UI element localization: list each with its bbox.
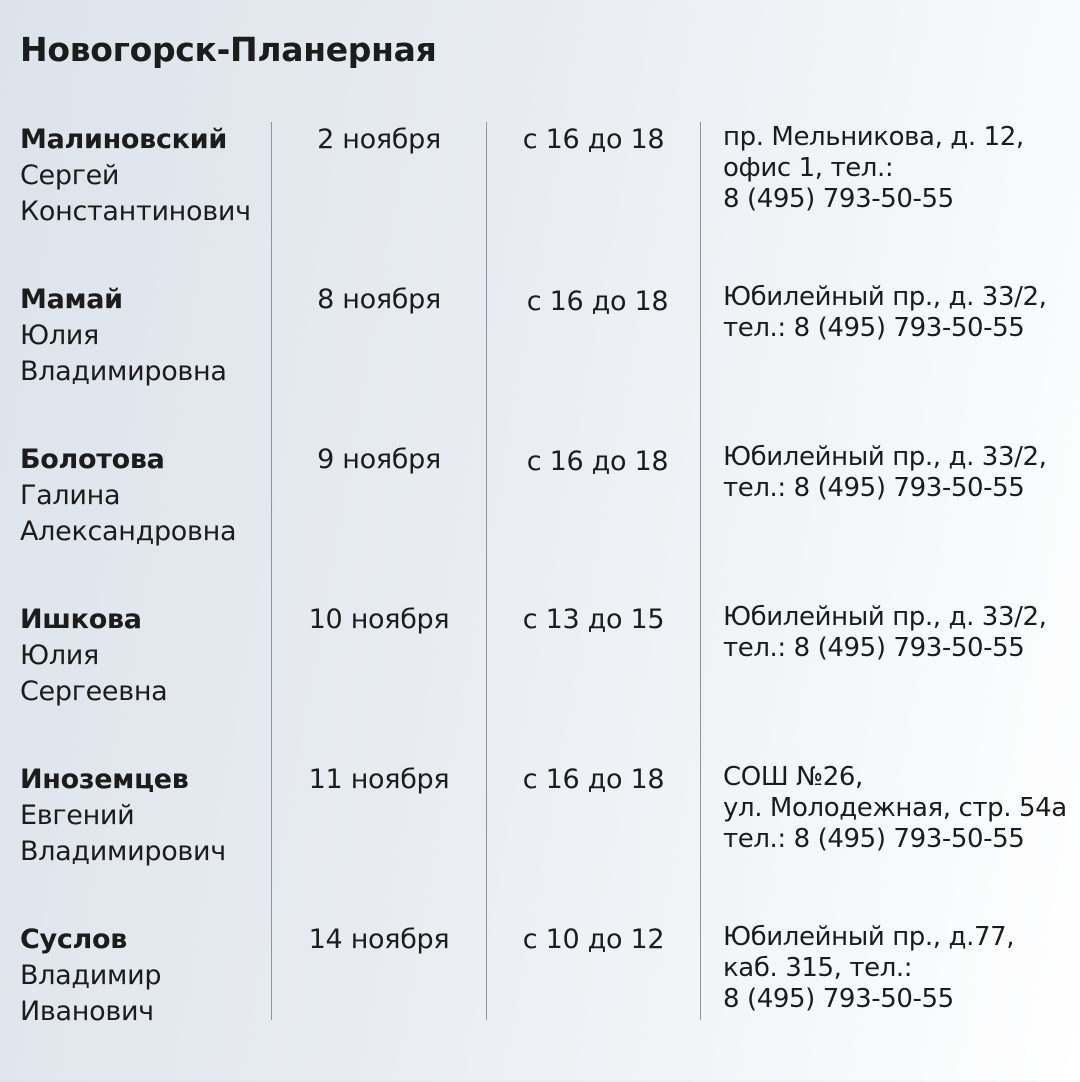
address-line: пр. Мельникова, д. 12, — [723, 122, 1024, 152]
table-row — [0, 122, 1080, 282]
address-line: СОШ №26, — [723, 762, 863, 792]
reception-date: 14 ноября — [308, 924, 450, 955]
patronymic: Иванович — [20, 996, 154, 1027]
address-line: тел.: 8 (495) 793-50-55 — [723, 313, 1025, 343]
surname: Мамай — [20, 284, 123, 315]
reception-time: с 13 до 15 — [522, 604, 665, 635]
reception-address — [723, 282, 1046, 344]
reception-time: с 16 до 18 — [522, 764, 665, 795]
reception-date: 11 ноября — [308, 764, 450, 795]
reception-address — [723, 922, 1014, 1015]
person-name — [20, 442, 236, 550]
address-line: офис 1, тел.: — [723, 153, 894, 183]
person-name — [20, 922, 161, 1030]
person-name — [20, 122, 251, 230]
patronymic: Константинович — [20, 196, 251, 227]
surname: Ишкова — [20, 604, 142, 635]
table-row — [0, 282, 1080, 442]
reception-time: с 16 до 18 — [526, 446, 669, 477]
patronymic: Владимировна — [20, 356, 227, 387]
first-name: Евгений — [20, 800, 135, 831]
surname: Суслов — [20, 924, 128, 955]
first-name: Галина — [20, 480, 121, 511]
first-name: Сергей — [20, 160, 120, 191]
reception-date: 2 ноября — [317, 124, 441, 155]
person-name — [20, 282, 227, 390]
table-row — [0, 922, 1080, 1082]
reception-time: с 16 до 18 — [522, 124, 665, 155]
address-line: тел.: 8 (495) 793-50-55 — [723, 824, 1025, 854]
address-line: Юбилейный пр., д. 33/2, — [723, 442, 1047, 472]
reception-date: 10 ноября — [308, 604, 450, 635]
address-line: Юбилейный пр., д. 33/2, — [723, 282, 1047, 312]
surname: Малиновский — [20, 124, 227, 155]
first-name: Юлия — [20, 320, 99, 351]
first-name: Юлия — [20, 640, 99, 671]
reception-date: 9 ноября — [317, 444, 441, 475]
address-line: тел.: 8 (495) 793-50-55 — [723, 633, 1025, 663]
table-row — [0, 602, 1080, 762]
address-line: 8 (495) 793-50-55 — [723, 184, 954, 214]
reception-time: с 10 до 12 — [522, 924, 665, 955]
address-line: ул. Молодежная, стр. 54а — [723, 793, 1067, 823]
first-name: Владимир — [20, 960, 162, 991]
surname: Иноземцев — [20, 764, 189, 795]
patronymic: Владимирович — [20, 836, 226, 867]
reception-address — [723, 122, 1024, 215]
person-name — [20, 602, 167, 710]
reception-date: 8 ноября — [317, 284, 441, 315]
patronymic: Александровна — [20, 516, 237, 547]
reception-address — [723, 602, 1046, 664]
address-line: Юбилейный пр., д.77, — [723, 922, 1015, 952]
address-line: Юбилейный пр., д. 33/2, — [723, 602, 1047, 632]
person-name — [20, 762, 226, 870]
page-title: Новогорск-Планерная — [20, 30, 437, 69]
address-line: тел.: 8 (495) 793-50-55 — [723, 473, 1025, 503]
table-row — [0, 762, 1080, 922]
reception-time: с 16 до 18 — [526, 286, 669, 317]
address-line: каб. 315, тел.: — [723, 953, 913, 983]
surname: Болотова — [20, 444, 165, 475]
patronymic: Сергеевна — [20, 676, 168, 707]
reception-address — [723, 762, 1067, 855]
table-row — [0, 442, 1080, 602]
reception-address — [723, 442, 1046, 504]
address-line: 8 (495) 793-50-55 — [723, 984, 954, 1014]
